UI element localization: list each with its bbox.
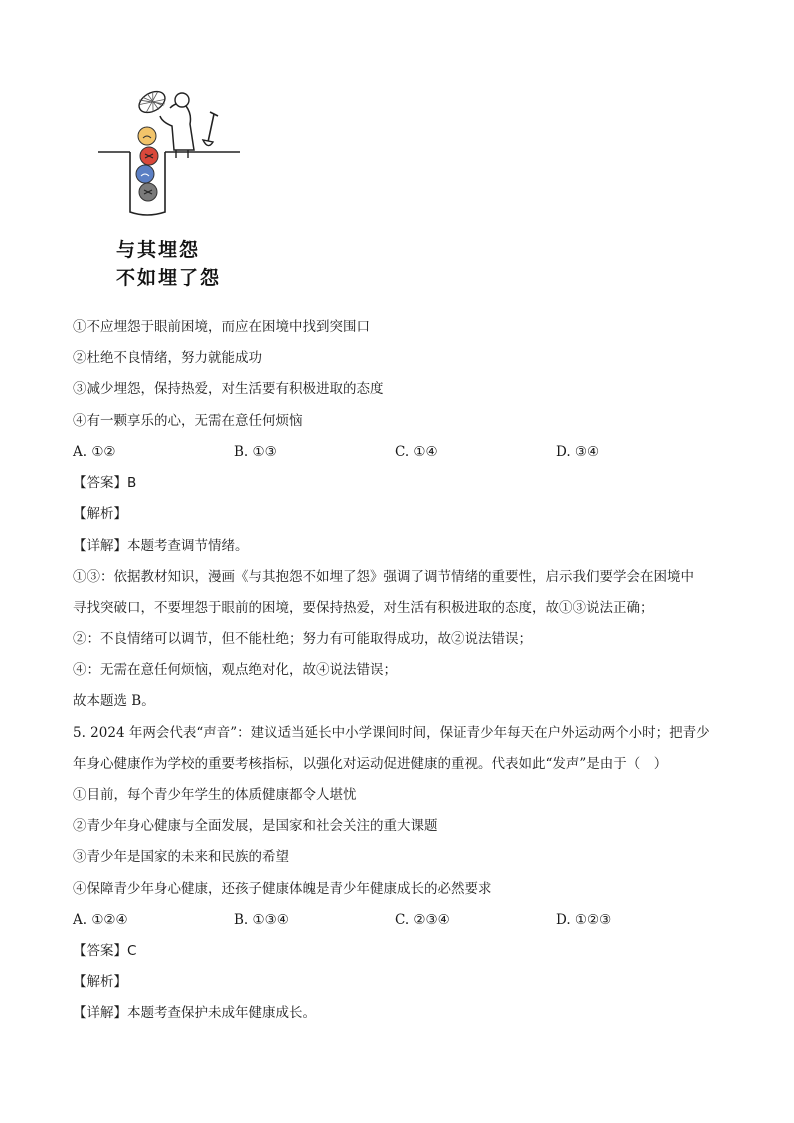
q5-answer: 【答案】C: [73, 943, 137, 959]
q4-explain-line-2: 寻找突破口，不要埋怨于眼前的困境，要保持热爱，对生活有积极进取的态度，故①③说法正确；: [73, 600, 654, 616]
q5-statement-2: ②青少年身心健康与全面发展，是国家和社会关注的重大课题: [73, 818, 438, 834]
q4-statement-4: ④有一颗享乐的心，无需在意任何烦恼: [73, 413, 303, 429]
person-burying-complaints-drawing: [90, 80, 240, 230]
q5-statement-1: ①目前，每个青少年学生的体质健康都令人堪忧: [73, 787, 357, 803]
q5-option-a: A. ①②④: [73, 912, 128, 928]
q4-option-d: D. ③④: [556, 444, 600, 460]
q4-option-a: A. ①②: [73, 444, 116, 460]
q4-explain-line-1: ①③：依据教材知识，漫画《与其抱怨不如埋了怨》强调了调节情绪的重要性，启示我们要学会在困境中: [73, 569, 694, 585]
comic-caption-line2: 不如埋了怨: [116, 267, 222, 289]
q5-statement-4: ④保障青少年身心健康，还孩子健康体魄是青少年健康成长的必然要求: [73, 881, 492, 897]
comic-caption: [116, 236, 226, 292]
q5-analysis-label: 【解析】: [73, 974, 127, 990]
q5-detail: 【详解】本题考查保护未成年健康成长。: [73, 1005, 316, 1021]
q4-statement-2: ②杜绝不良情绪，努力就能成功: [73, 350, 262, 366]
q4-explain-line-5: 故本题选 B。: [73, 693, 155, 709]
q5-statement-3: ③青少年是国家的未来和民族的希望: [73, 849, 289, 865]
q5-option-d: D. ①②③: [556, 912, 612, 928]
q4-analysis-label: 【解析】: [73, 506, 127, 522]
q4-explain-line-3: ②：不良情绪可以调节，但不能杜绝；努力有可能取得成功，故②说法错误；: [73, 631, 532, 647]
q5-stem-line-2: 年身心健康作为学校的重要考核指标，以强化对运动促进健康的重视。代表如此“发声”是由于（ ）: [73, 756, 668, 772]
q5-option-b: B. ①③④: [234, 912, 289, 928]
comic-caption-line1: 与其埋怨: [116, 239, 201, 261]
q4-statement-1: ①不应埋怨于眼前困境，而应在困境中找到突围口: [73, 319, 370, 335]
q4-explain-line-4: ④：无需在意任何烦恼，观点绝对化，故④说法错误；: [73, 662, 397, 678]
q5-option-c: C. ②③④: [395, 912, 450, 928]
q4-option-c: C. ①④: [395, 444, 438, 460]
q4-answer: 【答案】B: [73, 475, 137, 491]
q4-detail: 【详解】本题考查调节情绪。: [73, 538, 249, 554]
q4-option-b: B. ①③: [234, 444, 277, 460]
q4-statement-3: ③减少埋怨，保持热爱，对生活要有积极进取的态度: [73, 381, 384, 397]
q5-stem-line-1: 5. 2024 年两会代表“声音”：建议适当延长中小学课间时间，保证青少年每天在户外运动两个小时；把青少: [73, 725, 710, 741]
